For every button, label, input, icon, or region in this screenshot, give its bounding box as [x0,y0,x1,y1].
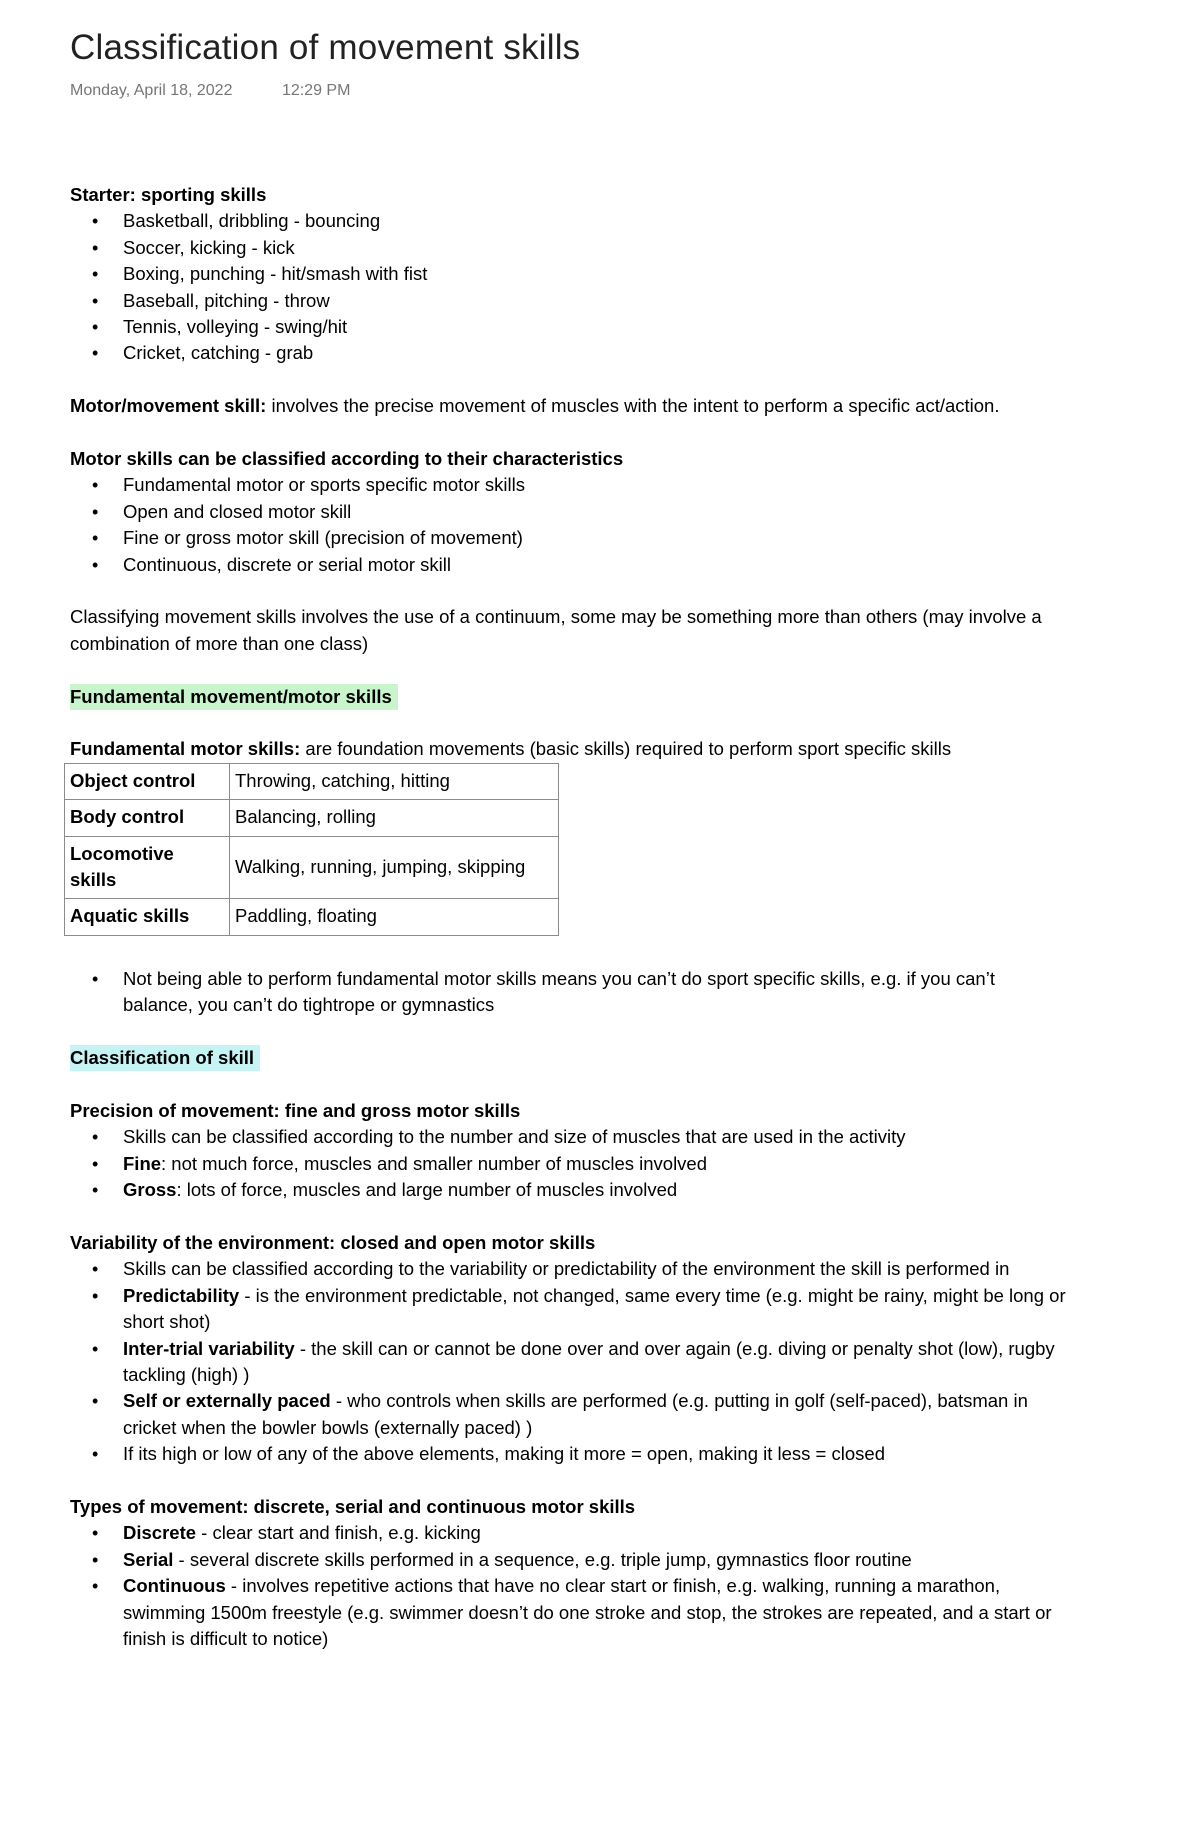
list-item: • Serial - several discrete skills performed in a sequence, e.g. triple jump, gymnastics floor routine [123,1547,1070,1573]
page-time: 12:29 PM [281,82,351,99]
starter-heading: Starter: sporting skills [70,184,267,205]
table-row [65,899,559,935]
types-heading: Types of movement: discrete, serial and continuous motor skills [70,1495,636,1517]
fundamental-definition: Fundamental motor skills: are foundation movements (basic skills) required to perform sport specific skills [70,738,952,760]
types-list [70,1520,1070,1652]
list-item: • Fine: not much force, muscles and smaller number of muscles involved [123,1151,1070,1177]
list-item: • Self or externally paced - who controls when skills are performed (e.g. putting in golf (self-paced), batsman in cricket when the bowler bowls (externally paced) ) [123,1388,1070,1441]
table-cell-name: Object control [65,763,230,799]
note-content [70,28,1070,1652]
table-cell-value: Walking, running, jumping, skipping [230,836,559,899]
fundamental-note-list [70,966,1070,1019]
list-item: • Continuous, discrete or serial motor skill [123,552,1070,578]
table-cell-name: Locomotive skills [65,836,230,899]
list-item: • Open and closed motor skill [123,499,1070,525]
variability-list [70,1256,1070,1467]
list-item: • Baseball, pitching - throw [123,288,1070,314]
list-item: • Skills can be classified according to the number and size of muscles that are used in the activity [123,1124,1070,1150]
classified-heading: Motor skills can be classified according to their characteristics [70,448,624,470]
table-row [65,763,559,799]
list-item: • Fine or gross motor skill (precision of movement) [123,525,1070,551]
list-item: • Gross: lots of force, muscles and large number of muscles involved [123,1177,1070,1203]
table-cell-value: Throwing, catching, hitting [230,763,559,799]
table-row [65,800,559,836]
continuum-paragraph: Classifying movement skills involves the use of a continuum, some may be something more than others (may involve a combination of more than one class) [70,606,1042,654]
fundamental-section-heading: Fundamental movement/motor skills [70,684,1070,710]
list-item: • Soccer, kicking - kick [123,235,1070,261]
list-item: • Inter-trial variability - the skill can or cannot be done over and over again (e.g. diving or penalty shot (low), rugby tackling (high) ) [123,1336,1070,1389]
classification-section-heading: Classification of skill [70,1045,1070,1071]
precision-list [70,1124,1070,1203]
table-row [65,836,559,899]
list-item: • Cricket, catching - grab [123,340,1070,366]
note-body[interactable] [70,182,1070,1652]
list-item: • Predictability - is the environment predictable, not changed, same every time (e.g. might be rainy, might be long or short shot) [123,1283,1070,1336]
precision-heading: Precision of movement: fine and gross motor skills [70,1099,521,1121]
list-item: • Basketball, dribbling - bouncing [123,208,1070,234]
list-item: • Not being able to perform fundamental motor skills means you can’t do sport specific skills, e.g. if you can’t balance, you can’t do tightrope or gymnastics [123,966,1070,1019]
motor-skill-definition: Motor/movement skill: involves the precise movement of muscles with the intent to perform a specific act/action. [70,395,1000,417]
page-meta [70,82,1070,100]
table-cell-name: Aquatic skills [65,899,230,935]
list-item: • Continuous - involves repetitive actions that have no clear start or finish, e.g. walking, running a marathon, swimming 1500m freestyle (e.g. swimmer doesn’t do one stroke and stop, the strokes are repeated, and a start or finish is difficult to notice) [123,1573,1070,1652]
starter-list [70,208,1070,366]
fundamental-skills-table [64,763,559,936]
list-item: • If its high or low of any of the above elements, making it more = open, making it less = closed [123,1441,1070,1467]
variability-heading: Variability of the environment: closed and open motor skills [70,1231,596,1253]
list-item: • Boxing, punching - hit/smash with fist [123,261,1070,287]
list-item: • Skills can be classified according to the variability or predictability of the environment the skill is performed in [123,1256,1070,1282]
table-cell-value: Balancing, rolling [230,800,559,836]
list-item: • Tennis, volleying - swing/hit [123,314,1070,340]
list-item: • Fundamental motor or sports specific motor skills [123,472,1070,498]
page-date: Monday, April 18, 2022 [70,82,233,99]
table-cell-value: Paddling, floating [230,899,559,935]
page-title[interactable]: Classification of movement skills [70,28,581,67]
list-item: • Discrete - clear start and finish, e.g. kicking [123,1520,1070,1546]
classified-list [70,472,1070,578]
table-cell-name: Body control [65,800,230,836]
